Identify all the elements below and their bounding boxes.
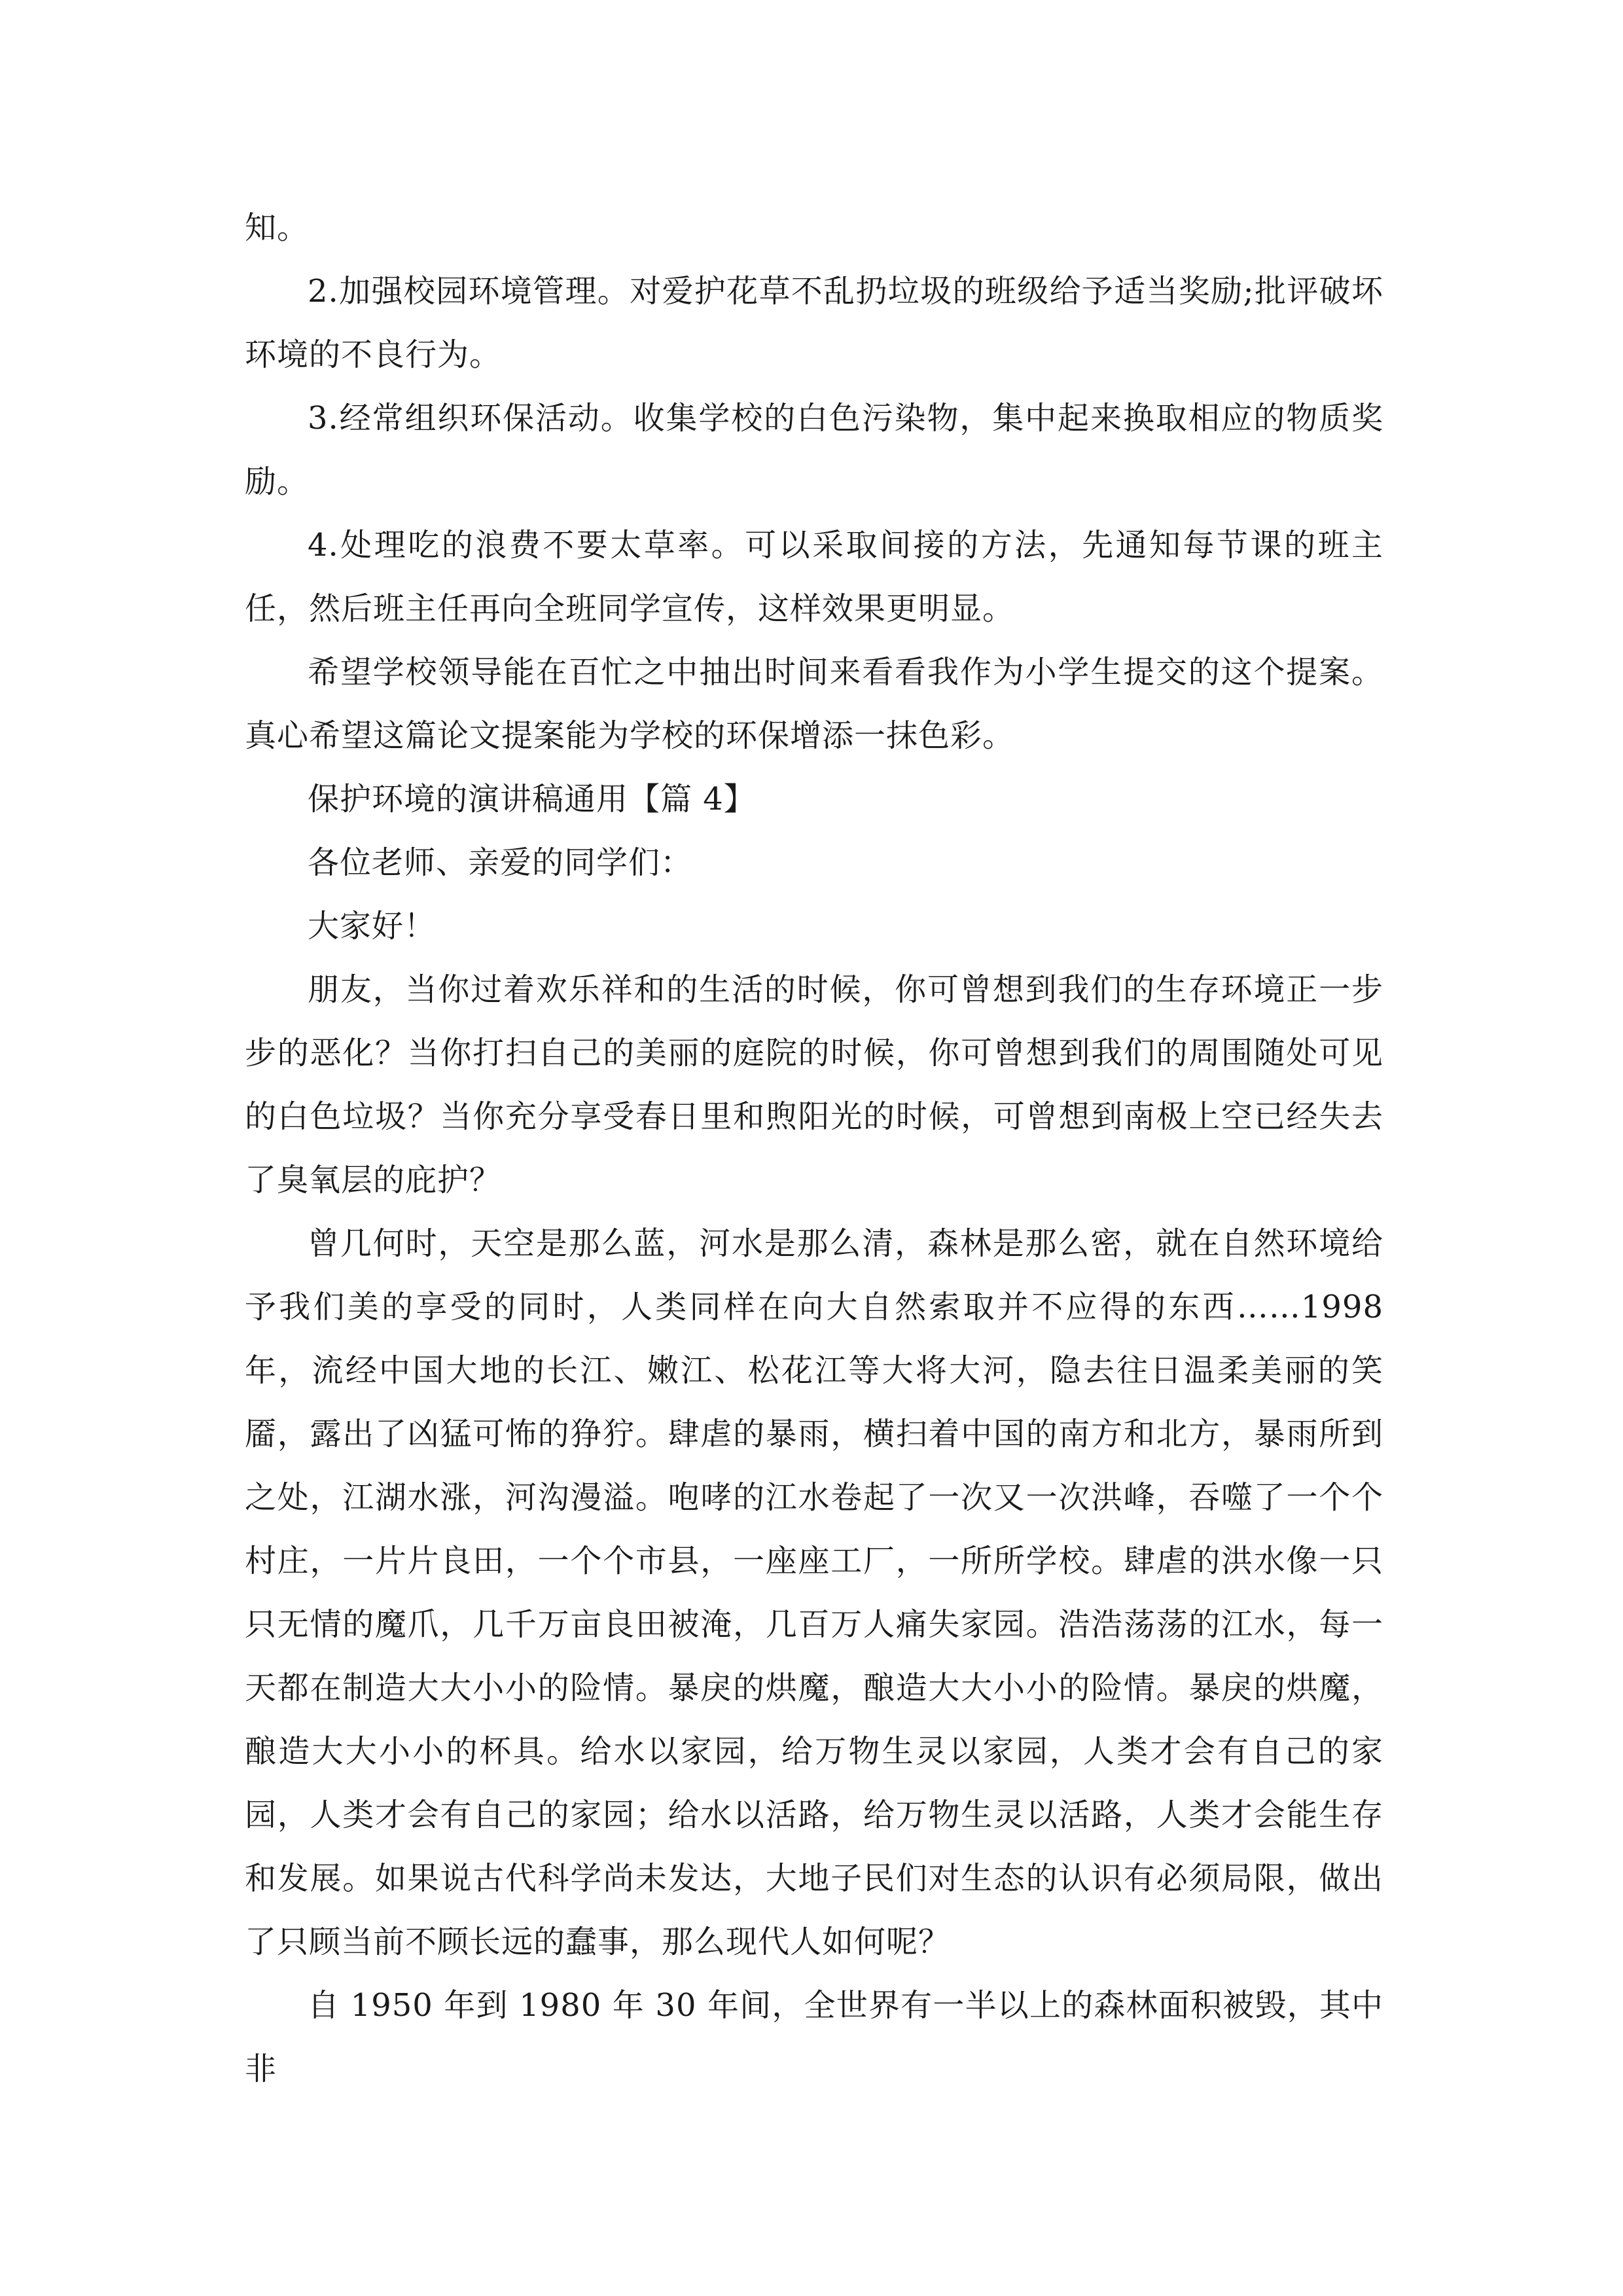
salutation: 各位老师、亲爱的同学们： <box>308 844 693 881</box>
paragraph-item-3: 3.经常组织环保活动。收集学校的白色污染物，集中起来换取相应的物质奖励。 <box>245 400 1383 500</box>
document-body <box>245 196 1383 2101</box>
paragraph-history: 曾几何时，天空是那么蓝，河水是那么清，森林是那么密，就在自然环境给予我们美的享受的同时，人类同样在向大自然索取并不应得的东西……1998 年，流经中国大地的长江、嫩江、松花江等大将大河，隐去往日温柔美丽的笑靥，露出了凶猛可怖的狰狞。肆虐的暴雨，横扫着中国的南方和北方，暴雨所到之处，江湖水涨，河沟漫溢。咆哮的江水卷起了一次又一次洪峰，吞噬了一个个村庄，一片片良田，一个个市县，一座座工厂，一所所学校。肆虐的洪水像一只只无情的魔爪，几千万亩良田被淹，几百万人痛失家园。浩浩荡荡的江水，每一天都在制造大大小小的险情。暴戾的烘魔，酿造大大小小的险情。暴戾的烘魔，酿造大大小小的杯具。给水以家园，给万物生灵以家园，人类才会有自己的家园，人类才会有自己的家园；给水以活路，给万物生灵以活路，人类才会能生存和发展。如果说古代科学尚未发达，大地子民们对生态的认识有必须局限，做出了只顾当前不顾长远的蠢事，那么现代人如何呢？ <box>245 1225 1383 1960</box>
paragraph-item-4: 4.处理吃的浪费不要太草率。可以采取间接的方法，先通知每节课的班主任，然后班主任再向全班同学宣传，这样效果更明显。 <box>245 527 1383 627</box>
paragraph-closing-wish: 希望学校领导能在百忙之中抽出时间来看看我作为小学生提交的这个提案。真心希望这篇论文提案能为学校的环保增添一抹色彩。 <box>245 654 1383 754</box>
paragraph-forest: 自 1950 年到 1980 年 30 年间，全世界有一半以上的森林面积被毁，其中非 <box>245 1987 1383 2087</box>
section-heading: 保护环境的演讲稿通用【篇 4】 <box>308 781 756 817</box>
paragraph-item-2: 2.加强校园环境管理。对爱护花草不乱扔垃圾的班级给予适当奖励;批评破坏环境的不良行为。 <box>245 273 1383 373</box>
paragraph-friends: 朋友，当你过着欢乐祥和的生活的时候，你可曾想到我们的生存环境正一步步的恶化？当你打扫自己的美丽的庭院的时候，你可曾想到我们的周围随处可见的白色垃圾？当你充分享受春日里和煦阳光的时候，可曾想到南极上空已经失去了臭氧层的庇护？ <box>245 971 1383 1198</box>
greeting: 大家好！ <box>308 908 437 944</box>
paragraph-continuation: 知。 <box>245 209 310 246</box>
